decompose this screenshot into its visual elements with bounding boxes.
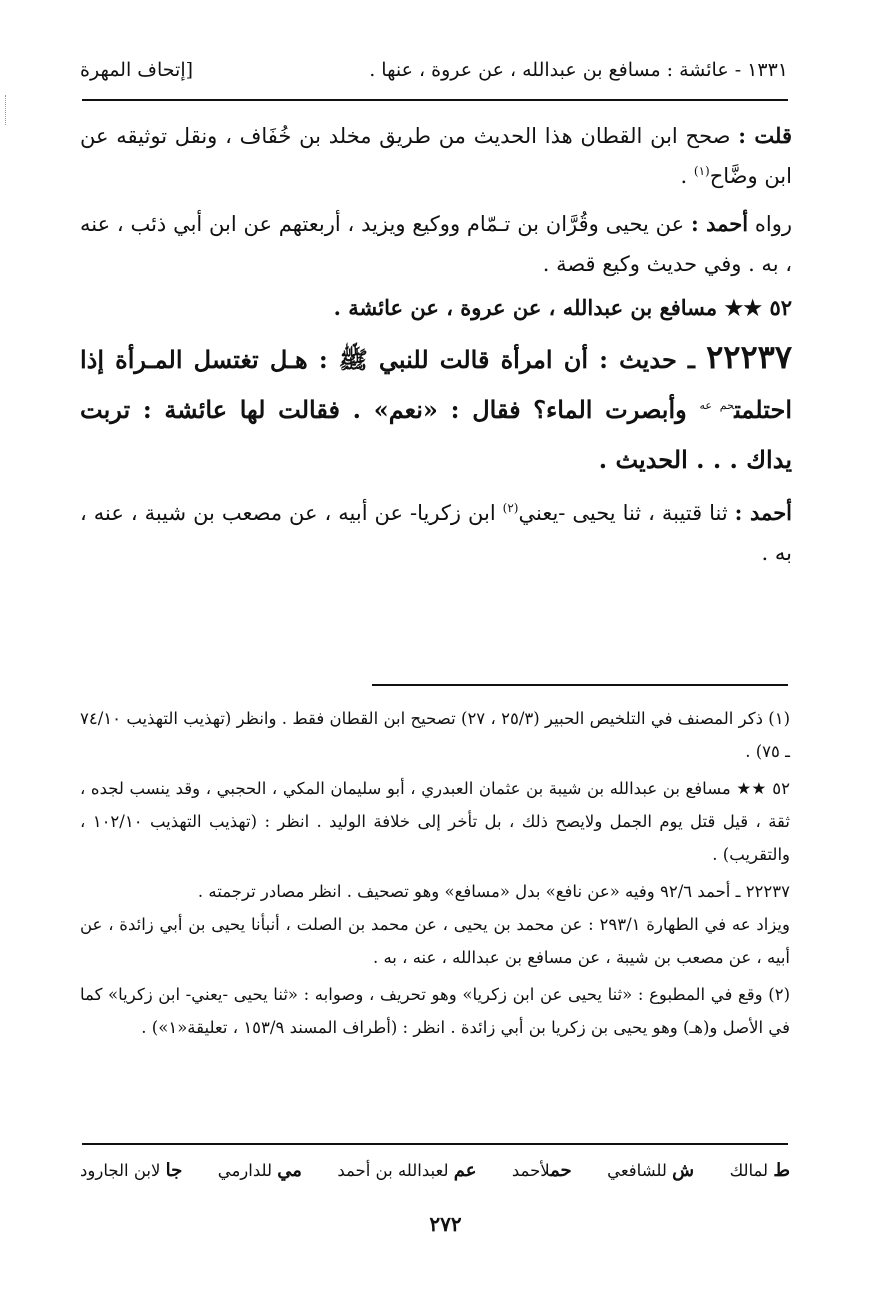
legend-divider xyxy=(82,1143,788,1145)
legend-code: ط xyxy=(773,1159,790,1181)
footnote-hadith-source: ٢٢٢٣٧ ـ أحمد ٩٢/٦ وفيه «عن نافع» بدل «مسافع» وهو تصحيف . انظر مصادر ترجمته . xyxy=(197,882,790,901)
legend-code: جا xyxy=(165,1159,183,1181)
legend-item xyxy=(512,1160,572,1181)
qultu-label: قلت : xyxy=(738,123,792,148)
header-divider xyxy=(82,99,788,101)
footnote-2: (٢) وقع في المطبوع : «ثنا يحيى عن ابن زكريا» وهو تحريف ، وصوابه : «ثنا يحيى -يعني- ابن زكريا» كما في الأصل و(هـ) وهو يحيى بن زكريا بن أبي زائدة . انظر : (أطراف المسند ١٥٣/٩ ، تعليقة«١») . xyxy=(80,985,790,1037)
paragraph-qultu xyxy=(80,116,792,196)
paragraph-isnad xyxy=(80,493,792,573)
legend-label: للدارمي xyxy=(217,1160,278,1180)
legend-label: لعبدالله بن أحمد xyxy=(337,1160,454,1180)
legend-code: مي xyxy=(277,1159,302,1181)
ahmad-label: أحمد : xyxy=(690,211,749,236)
isnad-text-2: ابن زكريا- عن أبيه ، عن مصعب بن شيبة ، عنه ، به . xyxy=(80,501,792,565)
abbreviations-legend xyxy=(80,1150,790,1190)
qultu-text: صحح ابن القطان هذا الحديث من طريق مخلد بن خُفَاف ، ونقل توثيقه عن ابن وضَّاح xyxy=(80,124,792,188)
legend-code: عم xyxy=(453,1159,477,1181)
legend-label: لابن الجارود xyxy=(80,1160,166,1180)
legend-item xyxy=(730,1160,790,1181)
footnote-additional-source: ويزاد عه في الطهارة ٢٩٣/١ : عن محمد بن يحيى ، عن محمد بن الصلت ، أنبأنا يحيى بن أبي زائدة ، عن أبيه ، عن مصعب بن شيبة ، عن مسافع بن عبدالله ، عنه ، به . xyxy=(80,915,790,967)
rawahu-text: عن يحيى وقُرَّان بن تـمّام ووكيع ويزيد ، أربعتهم عن ابن أبي ذئب ، عنه ، به . وفي حديث وكيع قصة . xyxy=(80,212,792,276)
footnote-narrator: ٥٢ ★★ مسافع بن عبدالله بن شيبة بن عثمان العبدري ، أبو سليمان المكي ، الحجبي ، وقد ينسب لجده ، ثقة ، قيل قتل يوم الجمل ولايصح ذلك ، بل تأخر إلى خلافة الوليد . انظر : (تهذيب التهذيب ١٠٢/١٠ ، والتقريب) . xyxy=(80,779,790,864)
rawahu-start: رواه xyxy=(748,212,792,236)
header-chapter-title: ١٣٣١ - عائشة : مسافع بن عبدالله ، عن عروة ، عنها . xyxy=(369,59,788,81)
running-header xyxy=(80,52,788,88)
paragraph-rawahu xyxy=(80,204,792,284)
hadith-text-2: وأبصرت الماء؟ فقال : «نعم» . فقالت لها عائشة : تربت يداك . . . الحديث . xyxy=(80,395,792,474)
legend-item xyxy=(607,1160,694,1181)
footnote-divider xyxy=(372,684,788,686)
ahmad-label-2: أحمد : xyxy=(734,500,793,525)
legend-label: لأحمد xyxy=(511,1160,551,1180)
legend-code: ش xyxy=(672,1159,695,1181)
footnote-ref-2: (٢) xyxy=(502,501,519,515)
page-number: ٢٧٢ xyxy=(429,1212,462,1236)
hadith-number: ٢٢٢٣٧ xyxy=(706,338,792,376)
hadith-entry xyxy=(80,332,792,485)
footnote-1: (١) ذكر المصنف في التلخيص الحبير (٢٥/٣ ، ٢٧) تصحيح ابن القطان فقط . وانظر (تهذيب التهذيب ٧٤/١٠ ـ ٧٥) . xyxy=(80,709,790,761)
margin-mark xyxy=(5,95,7,125)
footnote-ref-1: (١) xyxy=(693,164,710,178)
legend-item xyxy=(218,1160,302,1181)
qultu-end: . xyxy=(680,164,694,188)
legend-item xyxy=(80,1160,182,1181)
footnotes xyxy=(80,702,790,1044)
main-text xyxy=(80,116,792,573)
isnad-text-1: ثنا قتيبة ، ثنا يحيى -يعني xyxy=(518,501,735,525)
legend-label: لمالك xyxy=(729,1160,774,1180)
narrator-heading: ٥٢ ★★ مسافع بن عبدالله ، عن عروة ، عن عائشة . xyxy=(333,295,792,320)
header-book-title: [إتحاف المهرة xyxy=(80,59,194,81)
hadith-source-symbols: حم عه xyxy=(699,399,735,412)
hadith-text-1: ـ حديث : أن امرأة قالت للنبي ﷺ : هـل تغتسل المـرأة إذا احتلمت xyxy=(80,345,792,424)
legend-item xyxy=(337,1160,476,1181)
legend-code: حم xyxy=(550,1159,572,1181)
legend-label: للشافعي xyxy=(607,1160,673,1180)
